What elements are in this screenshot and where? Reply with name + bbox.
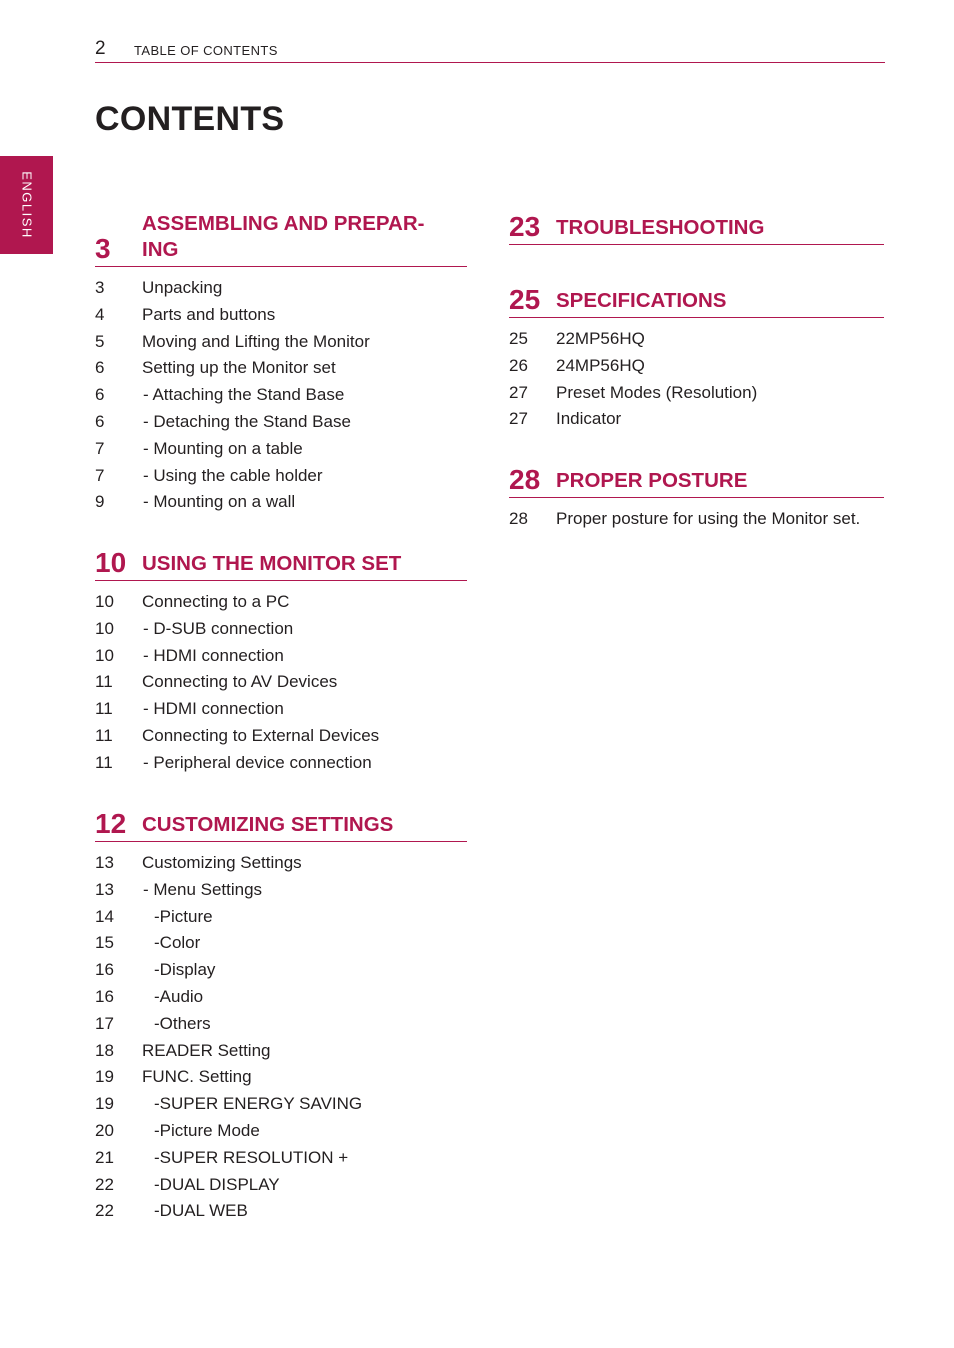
toc-entry-page: 28	[509, 509, 528, 528]
section-page-number: 28	[509, 464, 541, 495]
toc-entry[interactable]	[95, 726, 467, 753]
toc-entry-list	[509, 318, 884, 436]
toc-entry-page: 4	[95, 304, 105, 324]
toc-entry-text: -Color	[154, 933, 201, 953]
toc-entry-page: 14	[95, 906, 114, 926]
toc-entry-text: - Using the cable holder	[143, 465, 323, 485]
toc-entry[interactable]	[95, 753, 467, 780]
toc-entry[interactable]	[95, 1041, 467, 1068]
toc-entry[interactable]	[95, 1014, 467, 1041]
toc-section	[509, 284, 884, 436]
toc-entry-text: 22MP56HQ	[556, 329, 645, 348]
toc-entry-text: Moving and Lifting the Monitor	[142, 331, 370, 351]
toc-entry[interactable]	[95, 439, 467, 466]
toc-entry[interactable]	[95, 907, 467, 934]
toc-entry[interactable]	[95, 358, 467, 385]
toc-entry-page: 5	[95, 331, 105, 351]
toc-entry-text: Unpacking	[142, 278, 223, 297]
page-title: CONTENTS	[95, 100, 285, 138]
toc-section	[509, 464, 884, 536]
toc-entry[interactable]	[95, 619, 467, 646]
toc-entry-text: Connecting to External Devices	[142, 725, 380, 745]
section-heading[interactable]	[509, 211, 884, 245]
toc-entry[interactable]	[95, 853, 467, 880]
toc-section	[95, 211, 467, 519]
toc-entry-text: - Attaching the Stand Base	[143, 385, 345, 405]
toc-entry-page: 16	[95, 986, 114, 1006]
toc-entry-page: 13	[95, 879, 114, 899]
toc-entry-text: -Others	[154, 1013, 211, 1033]
toc-entry[interactable]	[95, 492, 467, 519]
toc-entry-page: 13	[95, 853, 114, 872]
toc-entry-text: - HDMI connection	[143, 645, 284, 665]
toc-entry-text: Parts and buttons	[142, 304, 276, 324]
toc-entry-text: 24MP56HQ	[556, 355, 645, 375]
language-tab	[0, 156, 53, 254]
toc-entry-text: - Peripheral device connection	[143, 752, 372, 772]
toc-entry[interactable]	[95, 699, 467, 726]
toc-section	[509, 211, 884, 245]
toc-entry[interactable]	[95, 1201, 467, 1228]
section-page-number: 12	[95, 808, 127, 839]
toc-entry-page: 22	[95, 1201, 114, 1221]
toc-entry-page: 25	[509, 329, 528, 348]
toc-entry[interactable]	[95, 466, 467, 493]
toc-entry-page: 10	[95, 645, 114, 665]
toc-entry-text: -Display	[154, 960, 216, 980]
toc-entry[interactable]	[95, 987, 467, 1014]
language-tab-label: ENGLISH	[19, 171, 35, 239]
toc-entry-text: Customizing Settings	[142, 853, 302, 872]
toc-entry[interactable]	[95, 1175, 467, 1202]
section-title: CUSTOMIZING SETTINGS	[142, 813, 394, 836]
toc-entry[interactable]	[509, 356, 884, 383]
toc-entry-text: - Menu Settings	[143, 879, 263, 899]
section-heading[interactable]	[95, 808, 467, 842]
section-title: USING THE MONITOR SET	[142, 552, 402, 575]
toc-entry-page: 9	[95, 492, 105, 512]
toc-entry-page: 10	[95, 592, 114, 611]
toc-entry-page: 10	[95, 618, 114, 638]
toc-entry[interactable]	[95, 672, 467, 699]
toc-entry[interactable]	[95, 385, 467, 412]
toc-entry-text: - Mounting on a table	[143, 438, 303, 458]
section-page-number: 23	[509, 211, 541, 242]
toc-entry-text: - D-SUB connection	[143, 618, 294, 638]
toc-entry-list	[95, 267, 467, 519]
toc-entry-page: 6	[95, 411, 105, 431]
section-heading[interactable]	[95, 547, 467, 581]
toc-entry[interactable]	[95, 1094, 467, 1121]
toc-entry-list	[95, 581, 467, 780]
toc-entry-text: -Picture	[154, 906, 213, 926]
toc-entry-page: 26	[509, 355, 528, 375]
toc-entry-page: 18	[95, 1040, 114, 1060]
toc-entry-page: 16	[95, 960, 114, 980]
section-title: ASSEMBLING AND PREPAR-ING	[142, 212, 425, 261]
toc-entry-text: -SUPER ENERGY SAVING	[154, 1094, 363, 1114]
toc-entry-page: 6	[95, 385, 105, 405]
toc-entry-text: FUNC. Setting	[142, 1067, 252, 1087]
toc-entry-text: -Audio	[154, 986, 204, 1006]
toc-entry-text: -DUAL WEB	[154, 1201, 248, 1221]
toc-entry-text: - Detaching the Stand Base	[143, 411, 351, 431]
toc-entry[interactable]	[95, 646, 467, 673]
toc-entry[interactable]	[95, 412, 467, 439]
toc-entry-text: -DUAL DISPLAY	[154, 1174, 280, 1194]
toc-entry-page: 21	[95, 1147, 114, 1167]
toc-entry[interactable]	[95, 933, 467, 960]
toc-section	[95, 808, 467, 1228]
toc-entry[interactable]	[95, 1067, 467, 1094]
section-title: SPECIFICATIONS	[556, 289, 727, 312]
toc-entry-page: 19	[95, 1067, 114, 1087]
toc-entry[interactable]	[95, 592, 467, 619]
section-page-number: 3	[95, 233, 111, 264]
toc-entry-text: - Mounting on a wall	[143, 492, 296, 512]
running-title: TABLE OF CONTENTS	[134, 43, 278, 58]
toc-entry[interactable]	[95, 880, 467, 907]
section-title: TROUBLESHOOTING	[556, 216, 765, 239]
toc-entry-list	[95, 842, 467, 1228]
section-page-number: 10	[95, 547, 127, 578]
toc-entry[interactable]	[509, 329, 884, 356]
toc-entry-page: 6	[95, 358, 105, 378]
toc-entry-text: Proper posture for using the Monitor set.	[556, 509, 861, 528]
toc-entry-page: 15	[95, 933, 114, 953]
toc-entry-page: 7	[95, 438, 105, 458]
toc-entry[interactable]	[95, 1148, 467, 1175]
section-page-number: 25	[509, 284, 541, 315]
toc-entry-page: 27	[509, 409, 528, 429]
toc-entry-text: Indicator	[556, 409, 622, 429]
toc-entry[interactable]	[95, 1121, 467, 1148]
page-header	[95, 38, 885, 63]
toc-entry[interactable]	[509, 383, 884, 410]
toc-entry-text: - HDMI connection	[143, 699, 284, 719]
toc-entry-page: 7	[95, 465, 105, 485]
toc-entry[interactable]	[95, 305, 467, 332]
toc-entry-text: -Picture Mode	[154, 1120, 260, 1140]
toc-entry-page: 11	[95, 752, 113, 772]
toc-entry-list	[509, 498, 884, 536]
toc-entry-page: 3	[95, 278, 105, 297]
toc-entry-page: 20	[95, 1120, 114, 1140]
section-heading[interactable]	[95, 211, 467, 267]
toc-entry-page: 27	[509, 382, 528, 402]
toc-entry-text: -SUPER RESOLUTION +	[154, 1147, 349, 1167]
toc-entry-page: 17	[95, 1013, 114, 1033]
toc-entry[interactable]	[95, 278, 467, 305]
toc-entry-text: READER Setting	[142, 1040, 271, 1060]
section-heading[interactable]	[509, 464, 884, 498]
section-title: PROPER POSTURE	[556, 469, 748, 492]
toc-entry[interactable]	[95, 960, 467, 987]
toc-entry[interactable]	[509, 409, 884, 436]
toc-entry-page: 11	[95, 672, 113, 692]
page-number: 2	[95, 38, 106, 59]
toc-entry-page: 19	[95, 1094, 114, 1114]
toc-entry-text: Connecting to AV Devices	[142, 672, 338, 692]
toc-entry[interactable]	[95, 332, 467, 359]
toc-entry-text: Preset Modes (Resolution)	[556, 382, 758, 402]
toc-section	[95, 547, 467, 780]
toc-entry-page: 11	[95, 699, 113, 719]
section-heading[interactable]	[509, 284, 884, 318]
toc-entry-page: 11	[95, 725, 113, 745]
toc-entry[interactable]	[509, 509, 884, 536]
toc-entry-page: 22	[95, 1174, 114, 1194]
toc-entry-text: Connecting to a PC	[142, 592, 290, 611]
toc-entry-text: Setting up the Monitor set	[142, 358, 336, 378]
